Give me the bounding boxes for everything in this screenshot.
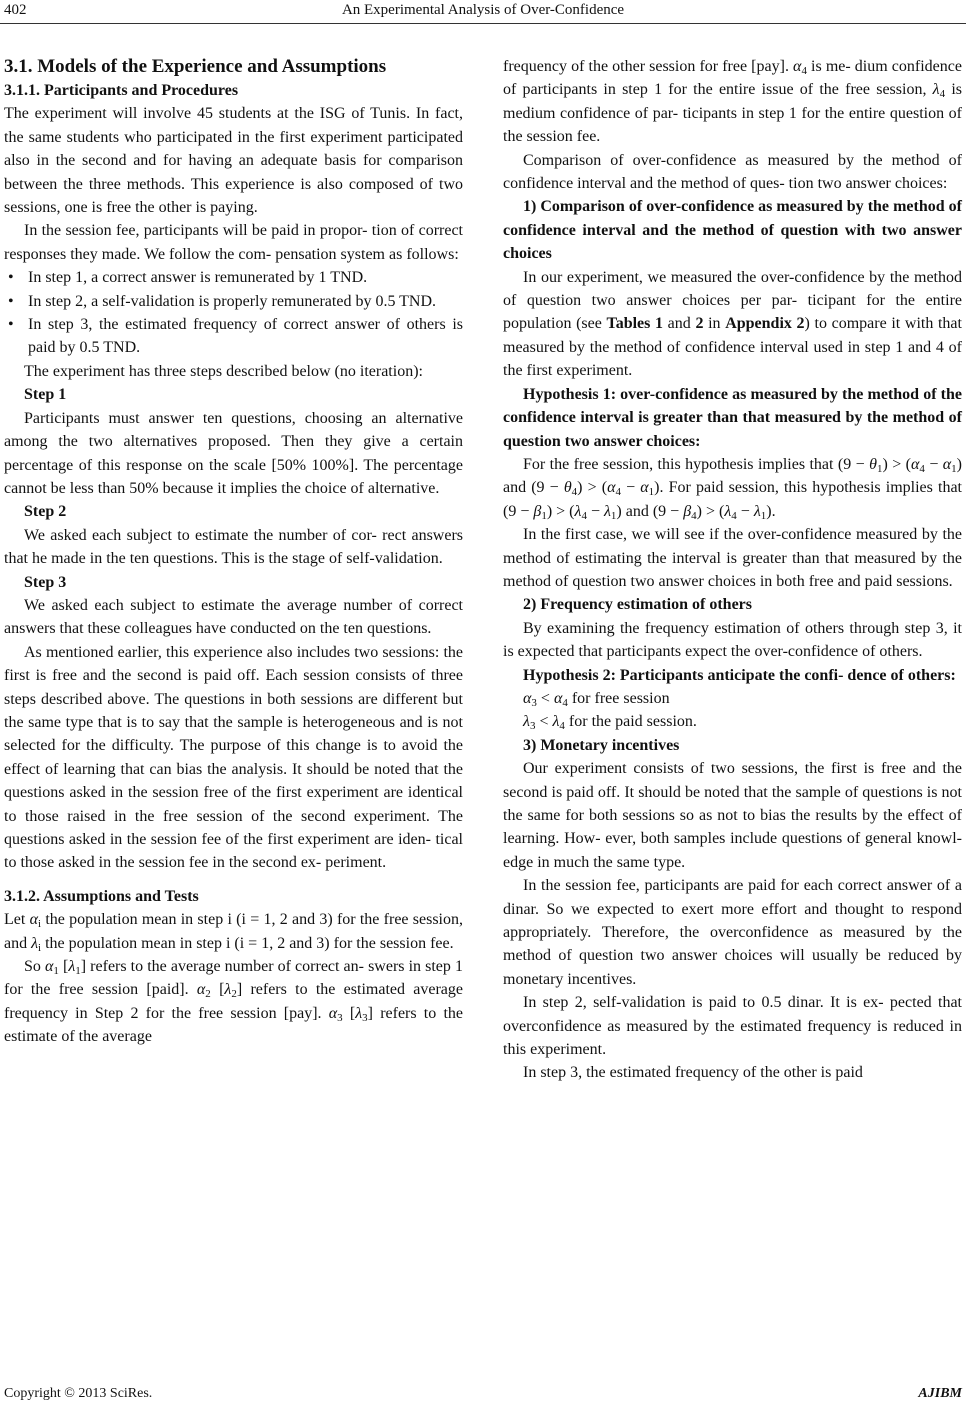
list-item-text: In step 1, a correct answer is remunerated by 1 TND. bbox=[28, 269, 368, 287]
paragraph: By examining the frequency estimation of others through step 3, it is expected that participants expect the over-confidence of others. bbox=[503, 619, 962, 661]
list-item bbox=[4, 313, 463, 360]
compensation-list bbox=[4, 266, 463, 360]
page-number: 402 bbox=[4, 2, 27, 18]
list-item bbox=[4, 266, 463, 289]
footer-journal: AJIBM bbox=[918, 1386, 962, 1401]
paragraph: In step 2, self-validation is paid to 0.5 dinar. It is ex- pected that overconfidence as measured by the estimated frequency is reduced in this experiment. bbox=[503, 994, 962, 1059]
paragraph: For the free session, this hypothesis implies that $(9 - \theta_1) > (\alpha_4 - \alpha_1)$ and $(9 - \theta_4) > (\alpha_4 - \alpha_1)$. For paid session, this hypothesis implies that $(9 - \beta_1) > (\lambda_4 - \lambda_1)$ and $(9 - \beta_4) > (\lambda_4 - \lambda_1)$. bbox=[503, 455, 962, 522]
running-header: An Experimental Analysis of Over-Confidence bbox=[341, 2, 625, 18]
section-title: 3.1. Models of the Experience and Assumptions bbox=[4, 56, 387, 77]
paragraph: So $\alpha_1$ $[\lambda_1]$ refers to the average number of correct an- swers in step 1 for the free session [paid]. $\alpha_2$ $[\lambda_2]$ refers to the estimated average frequency in Step 2 for the free session [pay]. $\alpha_3$ $[\lambda_3]$ refers to the estimate of the average bbox=[4, 958, 464, 1046]
hypothesis-2: Hypothesis 2: Participants anticipate the confi- dence of others: bbox=[523, 666, 956, 684]
paragraph: As mentioned earlier, this experience also includes two sessions: the first is free and the second is paid off. Each session consists of three steps described above. The questions in both sessions are different but the same type that is to say that the sample is heterogeneous and is not selected for the difficulty. The purpose of this change is to avoid the effect of learning that can bias the analysis. It should be noted that the questions asked in the session free of the first experiment are identical to those raised in the free session of the second experiment. The questions asked in the session fee of the first experiment are iden- tical to those asked in the session fee in the second ex- periment. bbox=[4, 643, 463, 872]
subsection-title-participants: 3.1.1. Participants and Procedures bbox=[4, 82, 239, 99]
inequality-paid: $\lambda_3 < \lambda_4$ for the paid session. bbox=[523, 713, 697, 733]
bullet-icon: • bbox=[8, 292, 14, 310]
bullet-icon: • bbox=[8, 269, 14, 287]
paragraph: We asked each subject to estimate the number of cor- rect answers that he made in the ten questions. This is the stage of self-validation. bbox=[4, 526, 463, 568]
paragraph: In the first case, we will see if the over-confidence measured by the method of estimating the interval is greater than that measured by the method of question two answer choices in both free and paid sessions. bbox=[503, 526, 962, 590]
step-2-title: Step 2 bbox=[24, 503, 67, 521]
subsection-title-assumptions: 3.1.2. Assumptions and Tests bbox=[4, 887, 199, 905]
paragraph: Let $\alpha_i$ the population mean in step i (i = 1, 2 and 3) for the free session, and $\lambda_i$ the population mean in step i (i = 1, 2 and 3) for the session fee. bbox=[4, 911, 464, 954]
list-item-text: In step 2, a self-validation is properly remunerated by 0.5 TND. bbox=[28, 292, 437, 310]
left-column bbox=[4, 55, 463, 1049]
step-3-title: Step 3 bbox=[24, 573, 67, 591]
list-item bbox=[4, 290, 463, 313]
paragraph: In the session fee, participants are paid for each correct answer of a dinar. So we expected to exert more effort and thought to respond appropriately. Therefore, the overconfidence as measured by the method of question two answer choices will usually be reduced by monetary incentives. bbox=[503, 877, 962, 988]
paragraph: In step 3, the estimated frequency of the other is paid bbox=[523, 1064, 863, 1082]
paragraph: frequency of the other session for free [pay]. $\alpha_4$ is me- dium confidence of participants in step 1 for the entire issue of the free session, $\lambda_4$ is medium confidence of par- ticipants in step 1 for the entire question of the session fee. bbox=[503, 58, 963, 146]
paragraph: Comparison of over-confidence as measured by the method of confidence interval and the method of ques- tion two answer choices: bbox=[503, 151, 962, 193]
paragraph: In the session fee, participants will be paid in propor- tion of correct responses they made. We follow the com- pensation system as follows: bbox=[4, 222, 463, 263]
paragraph: Our experiment consists of two sessions, the first is free and the second is paid off. It should be noted that the sample of questions is not the same for both sessions so as not to bias the results by the effect of learning. How- ever, both samples include questions of general knowl- edge in much the same type. bbox=[503, 760, 962, 871]
item-1-title: 1) Comparison of over-confidence as measured by the method of confidence interval and the method of question with two answer choices bbox=[503, 198, 962, 263]
right-column bbox=[503, 55, 962, 1085]
step-1-title: Step 1 bbox=[24, 386, 67, 404]
list-item-text: In step 3, the estimated frequency of correct answer of others is paid by 0.5 TND. bbox=[28, 316, 463, 357]
paragraph: In our experiment, we measured the over-confidence by the method of question two answer choices per par- ticipant for the entire population (see Tables 1 and 2 in Appendix 2) to compare it with that measured by the method of confidence interval used in step 1 and 4 of the first experiment. bbox=[503, 268, 962, 380]
hypothesis-1: Hypothesis 1: over-confidence as measured by the method of the confidence interval is greater than that measured by the method of question two answer choices: bbox=[503, 385, 962, 450]
header-rule bbox=[0, 23, 966, 24]
paragraph: We asked each subject to estimate the average number of correct answers that these colleagues have conducted on the ten questions. bbox=[4, 596, 463, 638]
item-2-title: 2) Frequency estimation of others bbox=[523, 596, 752, 614]
item-3-title: 3) Monetary incentives bbox=[523, 736, 680, 754]
paragraph: Participants must answer ten questions, choosing an alternative among the two alternatives proposed. Then they give a certain percentage of this response on the scale [50% 100%]. The percentage cannot be less than 50% because it implies the choice of alternative. bbox=[4, 409, 463, 497]
inequality-free: $\alpha_3 < \alpha_4$ for free session bbox=[523, 689, 670, 709]
paragraph: The experiment has three steps described below (no iteration): bbox=[24, 362, 423, 380]
footer-copyright: Copyright © 2013 SciRes. bbox=[4, 1386, 153, 1401]
paragraph: The experiment will involve 45 students at the ISG of Tunis. In fact, the same students who participated in the first experiment participated also in the second and for having an adequate basis for comparison between the three methods. This experience is also composed of two sessions, one is free the other is paying. bbox=[4, 105, 463, 217]
bullet-icon: • bbox=[8, 316, 14, 334]
